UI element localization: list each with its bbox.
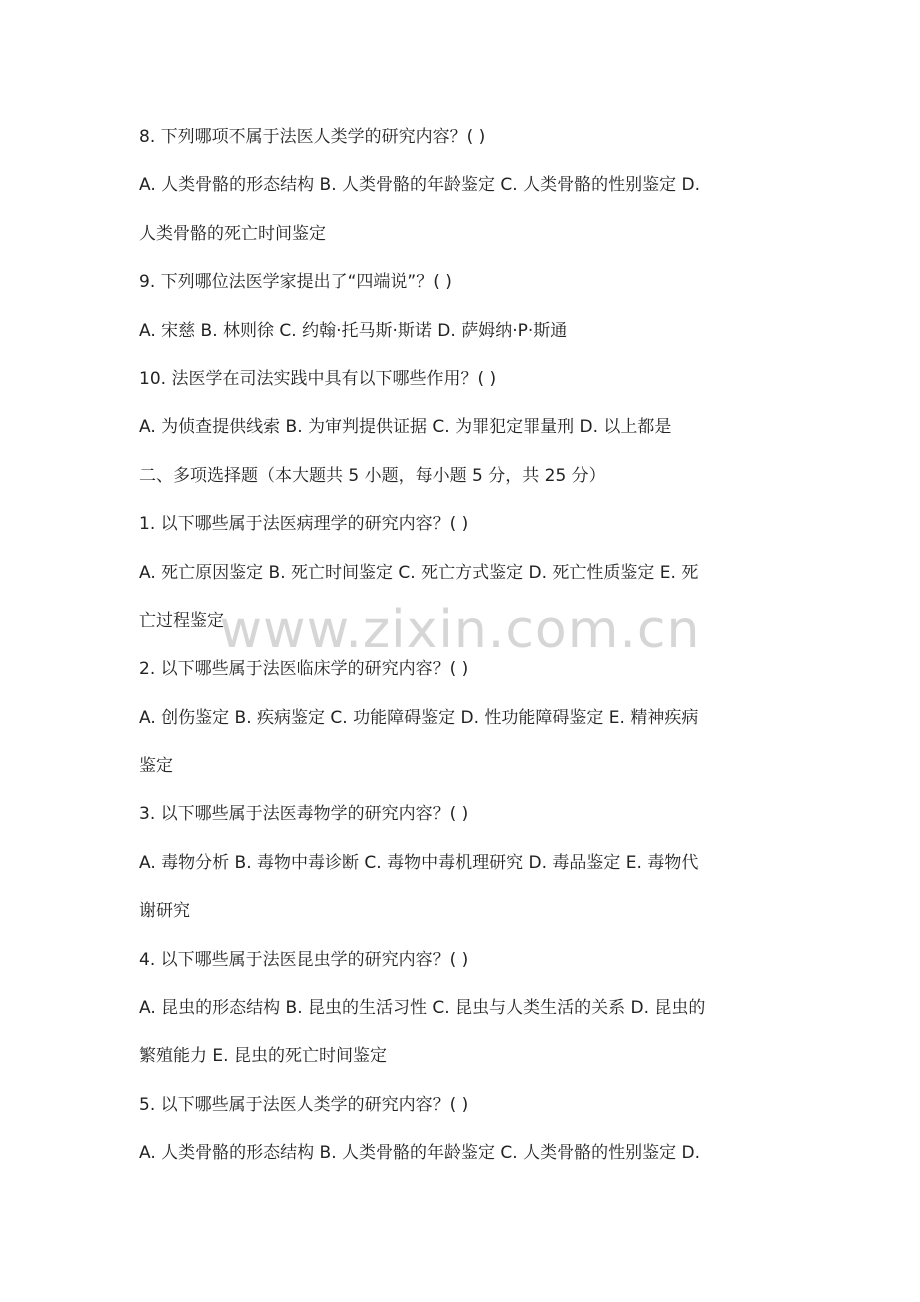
- question-10-options: A. 为侦查提供线索 B. 为审判提供证据 C. 为罪犯定罪量刑 D. 以上都是: [139, 417, 672, 438]
- multi-question-2: 2. 以下哪些属于法医临床学的研究内容？( ): [139, 659, 469, 680]
- multi-question-4-options-cont: 繁殖能力 E. 昆虫的死亡时间鉴定: [139, 1046, 387, 1067]
- multi-question-5: 5. 以下哪些属于法医人类学的研究内容？( ): [139, 1094, 469, 1115]
- question-9: 9. 下列哪位法医学家提出了“四端说”？( ): [139, 272, 452, 293]
- question-9-options: A. 宋慈 B. 林则徐 C. 约翰·托马斯·斯诺 D. 萨姆纳·P·斯通: [139, 320, 568, 341]
- multi-question-1-options-cont: 亡过程鉴定: [139, 610, 224, 631]
- multi-question-2-options-cont: 鉴定: [139, 756, 173, 777]
- multi-question-1: 1. 以下哪些属于法医病理学的研究内容？( ): [139, 514, 469, 535]
- multi-question-5-options: A. 人类骨骼的形态结构 B. 人类骨骼的年龄鉴定 C. 人类骨骼的性别鉴定 D.: [139, 1143, 700, 1164]
- multi-question-2-options: A. 创伤鉴定 B. 疾病鉴定 C. 功能障碍鉴定 D. 性功能障碍鉴定 E. 精神疾病: [139, 707, 699, 728]
- multi-question-1-options: A. 死亡原因鉴定 B. 死亡时间鉴定 C. 死亡方式鉴定 D. 死亡性质鉴定 E. 死: [139, 562, 699, 583]
- question-8-options: A. 人类骨骼的形态结构 B. 人类骨骼的年龄鉴定 C. 人类骨骼的性别鉴定 D.: [139, 175, 700, 196]
- document-body: [139, 113, 779, 1178]
- section-heading: 二、多项选择题（本大题共 5 小题，每小题 5 分，共 25 分）: [139, 465, 606, 486]
- multi-question-4-options: A. 昆虫的形态结构 B. 昆虫的生活习性 C. 昆虫与人类生活的关系 D. 昆虫的: [139, 998, 706, 1019]
- multi-question-3: 3. 以下哪些属于法医毒物学的研究内容？( ): [139, 804, 469, 825]
- watermark: www.zixin.com.cn: [219, 600, 701, 660]
- question-10: 10. 法医学在司法实践中具有以下哪些作用？( ): [139, 368, 497, 389]
- question-8-options-cont: 人类骨骼的死亡时间鉴定: [139, 223, 326, 244]
- question-8: 8. 下列哪项不属于法医人类学的研究内容？( ): [139, 127, 486, 147]
- multi-question-4: 4. 以下哪些属于法医昆虫学的研究内容？( ): [139, 949, 469, 970]
- multi-question-3-options: A. 毒物分析 B. 毒物中毒诊断 C. 毒物中毒机理研究 D. 毒品鉴定 E. 毒物代: [139, 852, 699, 873]
- multi-question-3-options-cont: 谢研究: [139, 901, 190, 922]
